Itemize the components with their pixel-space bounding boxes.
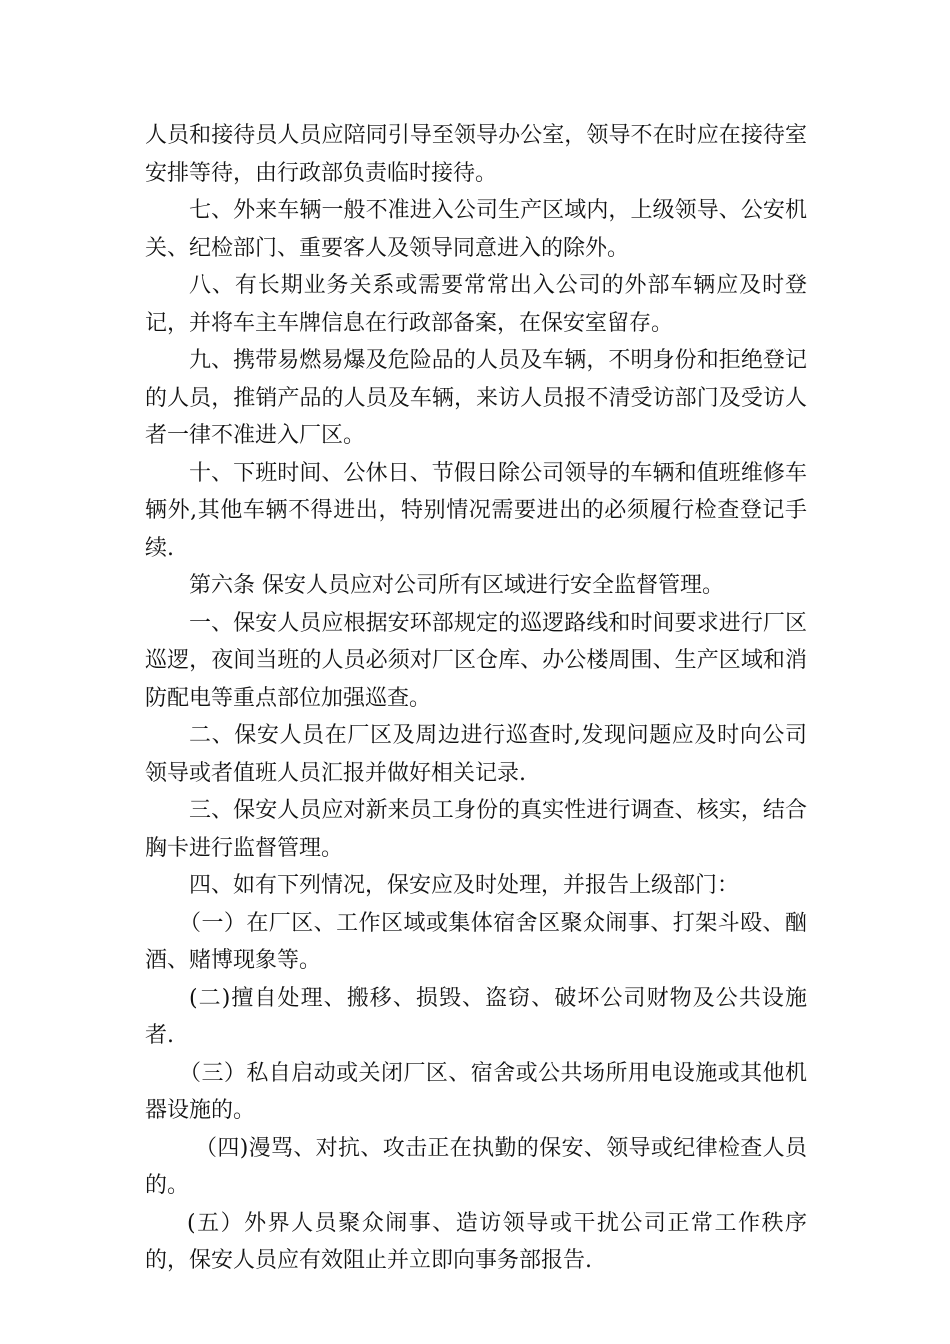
paragraph-item-8: 八、有长期业务关系或需要常常出入公司的外部车辆应及时登记，并将车主车牌信息在行政部备案，在保安室留存。 — [145, 273, 807, 336]
paragraph-item-4: 四、如有下列情况，保安应及时处理，并报告上级部门： — [189, 873, 740, 898]
sub-item-3: （三）私自启动或关闭厂区、宿舍或公共场所用电设施或其他机器设施的。 — [145, 1060, 807, 1123]
sub-item-4: （四)漫骂、对抗、攻击正在执勤的保安、领导或纪律检查人员的。 — [145, 1135, 807, 1198]
paragraph-item-1: 一、保安人员应根据安环部规定的巡逻路线和时间要求进行厂区巡逻，夜间当班的人员必须对厂区仓库、办公楼周围、生产区域和消防配电等重点部位加强巡查。 — [145, 610, 807, 711]
document-body — [145, 117, 807, 1280]
paragraph-item-9: 九、携带易燃易爆及危险品的人员及车辆，不明身份和拒绝登记的人员，推销产品的人员及车辆，来访人员报不清受访部门及受访人者一律不准进入厂区。 — [145, 348, 807, 448]
sub-item-1: （一）在厂区、工作区域或集体宿舍区聚众闹事、打架斗殴、酗酒、赌博现象等。 — [145, 910, 807, 973]
article-6-heading: 第六条 保安人员应对公司所有区域进行安全监督管理。 — [189, 573, 724, 598]
paragraph-continuation: 人员和接待员人员应陪同引导至领导办公室，领导不在时应在接待室安排等待，由行政部负责临时接待。 — [145, 123, 807, 186]
paragraph-item-7: 七、外来车辆一般不准进入公司生产区域内，上级领导、公安机关、纪检部门、重要客人及领导同意进入的除外。 — [145, 198, 807, 261]
sub-item-5: (五）外界人员聚众闹事、造访领导或干扰公司正常工作秩序的，保安人员应有效阻止并立即向事务部报告. — [145, 1210, 807, 1273]
paragraph-item-3: 三、保安人员应对新来员工身份的真实性进行调查、核实，结合胸卡进行监督管理。 — [145, 798, 807, 861]
paragraph-item-2: 二、保安人员在厂区及周边进行巡查时,发现问题应及时向公司领导或者值班人员汇报并做好相关记录. — [145, 723, 807, 786]
sub-item-2: (二)擅自处理、搬移、损毁、盗窃、破坏公司财物及公共设施者. — [145, 985, 807, 1048]
paragraph-item-10: 十、下班时间、公休日、节假日除公司领导的车辆和值班维修车辆外,其他车辆不得进出，特别情况需要进出的必须履行检查登记手续. — [145, 460, 807, 561]
